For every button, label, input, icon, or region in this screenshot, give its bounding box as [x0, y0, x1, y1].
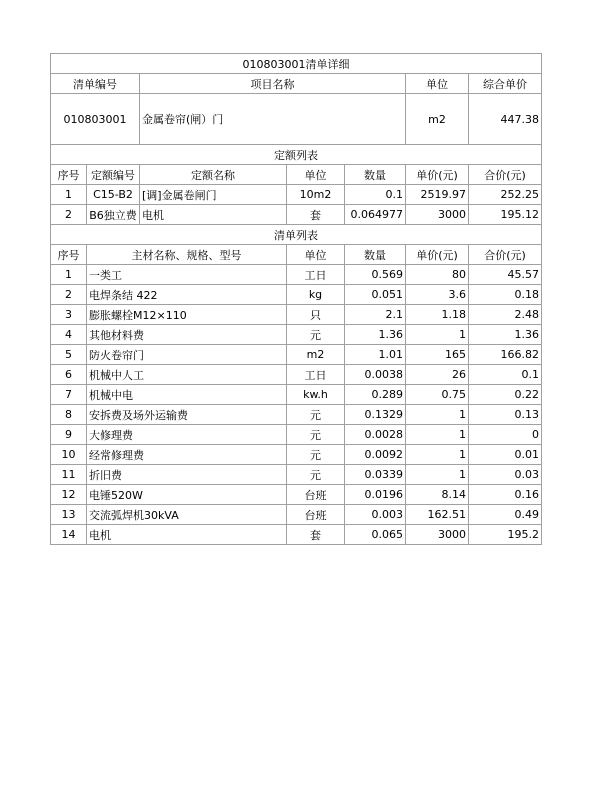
list-cell: 1.18: [406, 305, 469, 325]
quota-cell: 2519.97: [406, 185, 469, 205]
list-cell: 26: [406, 365, 469, 385]
table-row: [51, 445, 542, 465]
list-cell: 0.01: [469, 445, 542, 465]
list-cell: 5: [51, 345, 87, 365]
table-row: [51, 465, 542, 485]
list-cell: 1: [406, 445, 469, 465]
quota-section-title: 定额列表: [51, 145, 542, 165]
list-cell: 元: [287, 325, 345, 345]
name-header: 项目名称: [140, 74, 406, 94]
list-cell: 0.0196: [345, 485, 406, 505]
list-cell: 台班: [287, 505, 345, 525]
list-cell: 膨胀螺栓M12×110: [87, 305, 287, 325]
list-cell: 2: [51, 285, 87, 305]
quota-cell: 3000: [406, 205, 469, 225]
quota-cell: 2: [51, 205, 87, 225]
table-row: [51, 365, 542, 385]
title-row: [51, 54, 542, 74]
list-cell: 一类工: [87, 265, 287, 285]
list-cell: 1.36: [345, 325, 406, 345]
list-cell: 元: [287, 405, 345, 425]
list-cell: 经常修理费: [87, 445, 287, 465]
list-cell: 0.0028: [345, 425, 406, 445]
list-cell: 0.1: [469, 365, 542, 385]
list-cell: 14: [51, 525, 87, 545]
list-cell: 防火卷帘门: [87, 345, 287, 365]
list-cell: 1: [51, 265, 87, 285]
list-cell: 0.18: [469, 285, 542, 305]
list-cell: 165: [406, 345, 469, 365]
list-header-cell: 单价(元): [406, 245, 469, 265]
list-cell: 0.289: [345, 385, 406, 405]
table-row: [51, 405, 542, 425]
list-cell: 3000: [406, 525, 469, 545]
quota-header-cell: 序号: [51, 165, 87, 185]
quota-header-cell: 定额名称: [140, 165, 287, 185]
list-cell: 0.1329: [345, 405, 406, 425]
table-row: [51, 325, 542, 345]
list-cell: kw.h: [287, 385, 345, 405]
list-cell: 12: [51, 485, 87, 505]
list-cell: 0.0092: [345, 445, 406, 465]
quota-header-cell: 单位: [287, 165, 345, 185]
list-cell: 电焊条结 422: [87, 285, 287, 305]
list-cell: 工日: [287, 265, 345, 285]
list-cell: 套: [287, 525, 345, 545]
list-cell: 元: [287, 425, 345, 445]
list-cell: 0.065: [345, 525, 406, 545]
table-row: [51, 505, 542, 525]
item-price: 447.38: [469, 94, 542, 145]
table-row: [51, 385, 542, 405]
quota-header-cell: 定额编号: [87, 165, 140, 185]
list-cell: kg: [287, 285, 345, 305]
list-cell: 其他材料费: [87, 325, 287, 345]
list-cell: 元: [287, 445, 345, 465]
table-row: [51, 425, 542, 445]
list-cell: 6: [51, 365, 87, 385]
list-cell: 166.82: [469, 345, 542, 365]
quota-cell: 0.1: [345, 185, 406, 205]
list-cell: 折旧费: [87, 465, 287, 485]
list-cell: 13: [51, 505, 87, 525]
quota-cell: 1: [51, 185, 87, 205]
list-cell: 1: [406, 325, 469, 345]
list-cell: 1: [406, 425, 469, 445]
quota-rows: [51, 185, 542, 225]
list-cell: 1: [406, 465, 469, 485]
list-cell: 电机: [87, 525, 287, 545]
item-name: 金属卷帘(闸）门: [140, 94, 406, 145]
list-section-title: 清单列表: [51, 225, 542, 245]
quota-header-cell: 数量: [345, 165, 406, 185]
list-section-title-row: [51, 225, 542, 245]
quota-header-row: [51, 165, 542, 185]
list-cell: 8.14: [406, 485, 469, 505]
item-header-row: [51, 74, 542, 94]
list-header-cell: 主材名称、规格、型号: [87, 245, 287, 265]
list-cell: 0.051: [345, 285, 406, 305]
list-header-cell: 数量: [345, 245, 406, 265]
list-cell: 2.1: [345, 305, 406, 325]
table-row: [51, 485, 542, 505]
list-header-cell: 单位: [287, 245, 345, 265]
unit-header: 单位: [406, 74, 469, 94]
list-cell: 195.2: [469, 525, 542, 545]
table-row: [51, 265, 542, 285]
item-row: [51, 94, 542, 145]
list-cell: 电锤520W: [87, 485, 287, 505]
list-cell: 1.36: [469, 325, 542, 345]
table-row: [51, 205, 542, 225]
list-cell: 台班: [287, 485, 345, 505]
list-cell: 1: [406, 405, 469, 425]
table-title: 010803001清单详细: [51, 54, 542, 74]
quota-header-cell: 合价(元): [469, 165, 542, 185]
list-cell: 4: [51, 325, 87, 345]
list-cell: 0.16: [469, 485, 542, 505]
list-cell: 8: [51, 405, 87, 425]
list-cell: 0.569: [345, 265, 406, 285]
list-cell: 2.48: [469, 305, 542, 325]
list-cell: 只: [287, 305, 345, 325]
table-row: [51, 305, 542, 325]
list-cell: 0.22: [469, 385, 542, 405]
list-cell: 0.0038: [345, 365, 406, 385]
list-cell: 0.49: [469, 505, 542, 525]
list-cell: 11: [51, 465, 87, 485]
list-cell: 162.51: [406, 505, 469, 525]
quota-cell: 套: [287, 205, 345, 225]
quota-cell: 252.25: [469, 185, 542, 205]
quota-cell: C15-B2: [87, 185, 140, 205]
list-cell: m2: [287, 345, 345, 365]
quota-cell: 10m2: [287, 185, 345, 205]
list-cell: 机械中人工: [87, 365, 287, 385]
list-cell: 大修理费: [87, 425, 287, 445]
item-unit: m2: [406, 94, 469, 145]
bill-detail-table: [50, 53, 542, 545]
list-cell: 0.0339: [345, 465, 406, 485]
quota-cell: B6独立费: [87, 205, 140, 225]
list-cell: 0.13: [469, 405, 542, 425]
quota-section-title-row: [51, 145, 542, 165]
list-cell: 工日: [287, 365, 345, 385]
quota-cell: 195.12: [469, 205, 542, 225]
quota-header-cell: 单价(元): [406, 165, 469, 185]
list-cell: 45.57: [469, 265, 542, 285]
list-cell: 80: [406, 265, 469, 285]
price-header: 综合单价: [469, 74, 542, 94]
table-row: [51, 285, 542, 305]
list-cell: 安拆费及场外运输费: [87, 405, 287, 425]
list-cell: 元: [287, 465, 345, 485]
table-row: [51, 525, 542, 545]
quota-cell: [调]金属卷闸门: [140, 185, 287, 205]
list-cell: 0.75: [406, 385, 469, 405]
list-cell: 3.6: [406, 285, 469, 305]
list-cell: 7: [51, 385, 87, 405]
list-cell: 9: [51, 425, 87, 445]
list-cell: 0.03: [469, 465, 542, 485]
list-cell: 交流弧焊机30kVA: [87, 505, 287, 525]
list-header-row: [51, 245, 542, 265]
list-rows: [51, 265, 542, 545]
list-cell: 10: [51, 445, 87, 465]
list-cell: 0.003: [345, 505, 406, 525]
table-row: [51, 185, 542, 205]
quota-cell: 电机: [140, 205, 287, 225]
list-cell: 1.01: [345, 345, 406, 365]
list-cell: 3: [51, 305, 87, 325]
list-header-cell: 序号: [51, 245, 87, 265]
item-code: 010803001: [51, 94, 140, 145]
list-cell: 0: [469, 425, 542, 445]
code-header: 清单编号: [51, 74, 140, 94]
table-row: [51, 345, 542, 365]
quota-cell: 0.064977: [345, 205, 406, 225]
list-cell: 机械中电: [87, 385, 287, 405]
list-header-cell: 合价(元): [469, 245, 542, 265]
